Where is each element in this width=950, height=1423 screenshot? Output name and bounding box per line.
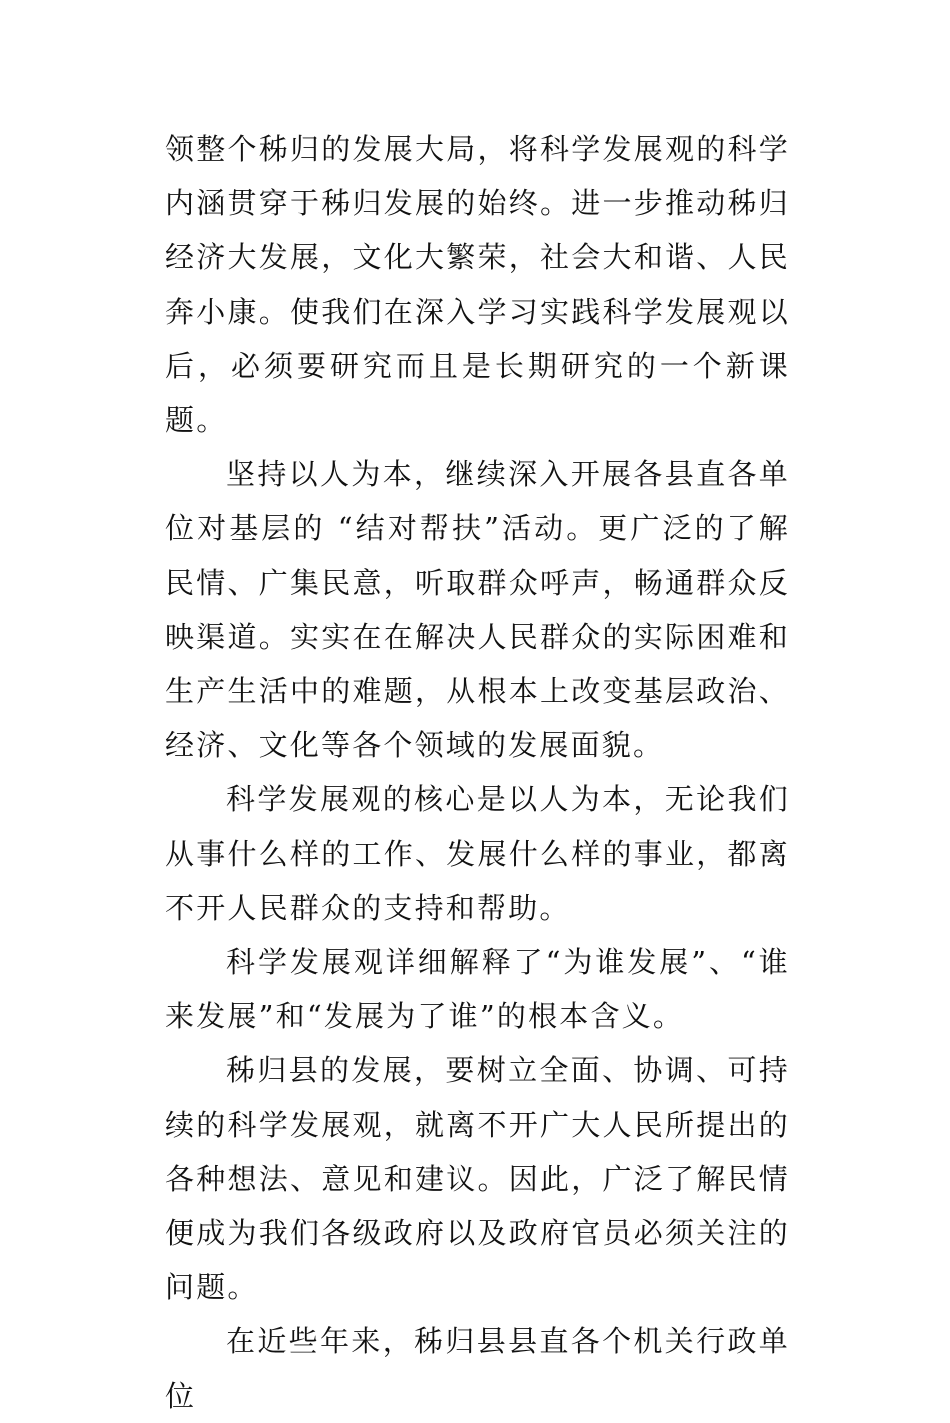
document-body bbox=[165, 122, 790, 1423]
paragraph-public-opinion: 秭归县的发展，要树立全面、协调、可持续的科学发展观，就离不开广大人民所提出的各种想法、意见和建议。因此，广泛了解民情便成为我们各级政府以及政府官员必须关注的问题。 bbox=[165, 1053, 790, 1305]
paragraph-recent-years: 在近些年来，秭归县县直各个机关行政单位 bbox=[165, 1324, 790, 1413]
paragraph-people-oriented: 科学发展观的核心是以人为本，无论我们从事什么样的工作、发展什么样的事业，都离不开人民群众的支持和帮助。 bbox=[165, 782, 790, 925]
paragraph-development-meaning: 科学发展观详细解释了“为谁发展”、“谁来发展”和“发展为了谁”的根本含义。 bbox=[165, 945, 790, 1034]
paragraph-continuation: 领整个秭归的发展大局，将科学发展观的科学内涵贯穿于秭归发展的始终。进一步推动秭归经济大发展，文化大繁荣，社会大和谐、人民奔小康。使我们在深入学习实践科学发展观以后，必须要研究而且是长期研究的一个新课题。 bbox=[165, 132, 790, 438]
paragraph-pairing-assistance: 坚持以人为本，继续深入开展各县直各单位对基层的 “结对帮扶”活动。更广泛的了解民情、广集民意，听取群众呼声，畅通群众反映渠道。实实在在解决人民群众的实际困难和生产生活中的难题，从根本上改变基层政治、经济、文化等各个领域的发展面貌。 bbox=[165, 457, 790, 763]
